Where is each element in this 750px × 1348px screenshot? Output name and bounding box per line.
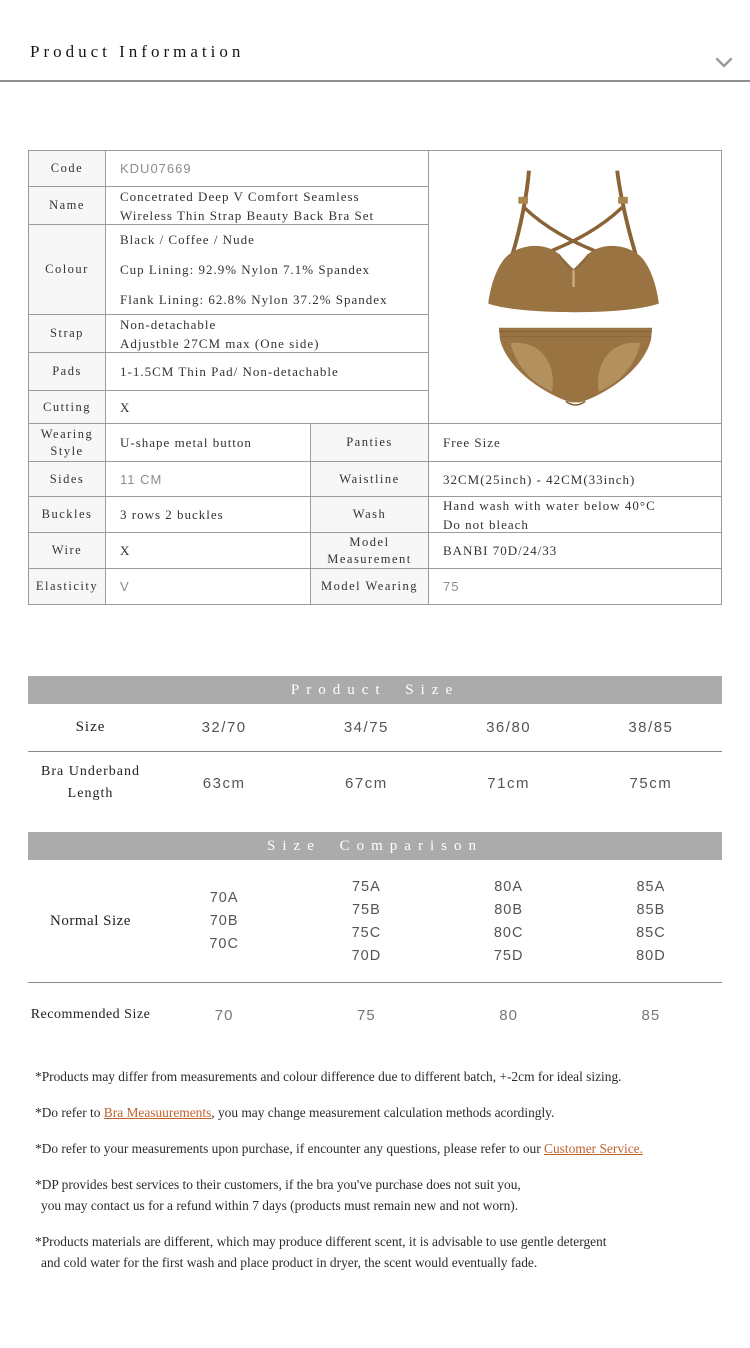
- product-photo: [429, 151, 721, 424]
- footnotes: [35, 1066, 727, 1288]
- recommended-val-3: 80: [499, 1006, 518, 1024]
- size-header-row: [28, 704, 722, 752]
- recommended-size-row: [28, 983, 722, 1047]
- spec-label-name: Name: [29, 187, 106, 225]
- spec-value-code: KDU07669: [106, 151, 429, 187]
- footnote-text: , you may change measurement calculation methods acordingly.: [211, 1105, 555, 1120]
- spec-label-model-wearing: Model Wearing: [311, 569, 429, 604]
- recommended-val-2: 75: [357, 1006, 376, 1024]
- spec-label-cutting: Cutting: [29, 391, 106, 424]
- size-item: 70B: [209, 913, 239, 929]
- spec-label-model-measurement: Model Measurement: [311, 533, 429, 569]
- size-item: 75B: [351, 901, 381, 918]
- footnote-line: and cold water for the first wash and place product in dryer, the scent would eventually fade.: [41, 1255, 538, 1270]
- recommended-val-1: 70: [214, 1006, 234, 1024]
- spec-value-sides: 11 CM: [106, 462, 311, 497]
- spec-label-wash: Wash: [311, 497, 429, 533]
- spec-value-wash: [429, 497, 721, 533]
- spec-label-elasticity: Elasticity: [29, 569, 106, 604]
- underband-label: Bra Underband Length: [41, 764, 140, 801]
- footnote-sizing: *Products may differ from measurements and colour difference due to different batch, +-2cm for ideal sizing.: [35, 1069, 622, 1084]
- size-comparison-banner: Size Comparison: [28, 832, 722, 860]
- size-header-label: Size: [75, 718, 106, 735]
- product-size-banner: Product Size: [28, 676, 722, 704]
- spec-label-panties: Panties: [311, 424, 429, 462]
- size-item: 80D: [636, 947, 666, 964]
- size-item: 70A: [209, 890, 239, 906]
- size-item: 80C: [493, 924, 524, 941]
- size-item: 70C: [209, 936, 239, 952]
- product-size-table: [28, 704, 722, 814]
- normal-size-col-4: [580, 879, 722, 964]
- spec-value-buckles: 3 rows 2 buckles: [106, 497, 311, 533]
- footnote-line: *Products materials are different, which may produce different scent, it is advisable to use gentle detergent: [35, 1234, 607, 1249]
- strap-line-2: Adjustble 27CM max (One side): [120, 335, 320, 351]
- spec-value-cutting: X: [106, 391, 429, 424]
- footnote-customer-service: [35, 1138, 727, 1159]
- spec-value-model-wearing: 75: [443, 579, 460, 594]
- chevron-down-icon[interactable]: [714, 56, 734, 70]
- size-item: 85C: [636, 924, 666, 941]
- size-item: 75D: [493, 947, 524, 964]
- footnote-text: *Do refer to your measurements upon purchase, if encounter any questions, please refer to our: [35, 1141, 545, 1156]
- size-item: 70D: [351, 947, 382, 964]
- bra-measurements-link[interactable]: Bra Measuurements: [103, 1105, 212, 1120]
- size-col-2: 34/75: [343, 719, 389, 736]
- size-comparison-table: [28, 860, 722, 1047]
- wash-line-1: Hand wash with water below 40°C: [443, 497, 656, 513]
- wash-line-2: Do not bleach: [443, 516, 529, 532]
- spec-value-pads: 1-1.5CM Thin Pad/ Non-detachable: [106, 353, 429, 391]
- spec-value-strap: [106, 315, 429, 353]
- bra-set-image: [473, 161, 678, 413]
- spec-label-buckles: Buckles: [29, 497, 106, 533]
- size-col-4: 38/85: [628, 719, 674, 736]
- footnote-measurements: [35, 1102, 727, 1123]
- spec-value-colour: [106, 225, 429, 315]
- recommended-size-label: Recommended Size: [30, 1006, 151, 1022]
- colour-line-1: Black / Coffee / Nude: [120, 232, 255, 247]
- spec-label-colour: Colour: [29, 225, 106, 315]
- spec-table: [28, 150, 722, 605]
- size-col-1: 32/70: [201, 719, 247, 736]
- size-item: 75C: [351, 924, 382, 941]
- underband-row: [28, 752, 722, 814]
- footnote-line: you may contact us for a refund within 7 days (products must remain new and not worn).: [41, 1198, 519, 1213]
- spec-value-panties: Free Size: [429, 424, 721, 462]
- footnote-scent: [35, 1231, 727, 1273]
- spec-label-wire: Wire: [29, 533, 106, 569]
- page-title: Product Information: [30, 42, 245, 61]
- colour-line-3: Flank Lining: 62.8% Nylon 37.2% Spandex: [120, 292, 388, 307]
- normal-size-row: [28, 860, 722, 983]
- spec-value-elasticity: V: [106, 569, 311, 604]
- spec-label-strap: Strap: [29, 315, 106, 353]
- underband-val-1: 63cm: [202, 774, 246, 792]
- size-item: 80A: [494, 878, 524, 895]
- spec-value-model-measurement: BANBI 70D/24/33: [429, 533, 721, 569]
- footnote-line: *DP provides best services to their customers, if the bra you've purchase does not suit you,: [35, 1177, 521, 1192]
- size-item: 85A: [636, 878, 666, 895]
- spec-value-wearing-style: U-shape metal button: [106, 424, 311, 462]
- underband-val-3: 71cm: [487, 774, 530, 792]
- normal-size-col-3: [438, 879, 580, 964]
- size-item: 85B: [636, 901, 666, 918]
- spec-label-sides: Sides: [29, 462, 106, 497]
- normal-size-col-2: [295, 879, 437, 964]
- size-item: 80B: [494, 901, 524, 918]
- footnote-text: *Do refer to: [35, 1105, 104, 1120]
- spec-value-waistline: 32CM(25inch) - 42CM(33inch): [429, 462, 721, 497]
- spec-label-waistline: Waistline: [311, 462, 429, 497]
- normal-size-col-1: [153, 890, 295, 952]
- spec-label-code: Code: [29, 151, 106, 187]
- spec-label-wearing-style: Wearing Style: [29, 424, 106, 462]
- size-col-3: 36/80: [486, 719, 532, 736]
- spec-value-wire: X: [106, 533, 311, 569]
- underband-val-2: 67cm: [345, 774, 388, 792]
- name-line-1: Concetrated Deep V Comfort Seamless: [120, 188, 360, 204]
- customer-service-link[interactable]: Customer Service.: [544, 1141, 643, 1156]
- spec-label-pads: Pads: [29, 353, 106, 391]
- size-item: 75A: [351, 878, 381, 895]
- spec-value-name: [106, 187, 429, 225]
- footnote-refund: [35, 1174, 727, 1216]
- recommended-val-4: 85: [641, 1006, 661, 1024]
- name-line-2: Wireless Thin Strap Beauty Back Bra Set: [120, 207, 375, 223]
- normal-size-label: Normal Size: [50, 913, 131, 929]
- underband-val-4: 75cm: [629, 774, 673, 792]
- colour-line-2: Cup Lining: 92.9% Nylon 7.1% Spandex: [120, 262, 371, 277]
- strap-line-1: Non-detachable: [120, 316, 217, 332]
- header-divider: [0, 80, 750, 82]
